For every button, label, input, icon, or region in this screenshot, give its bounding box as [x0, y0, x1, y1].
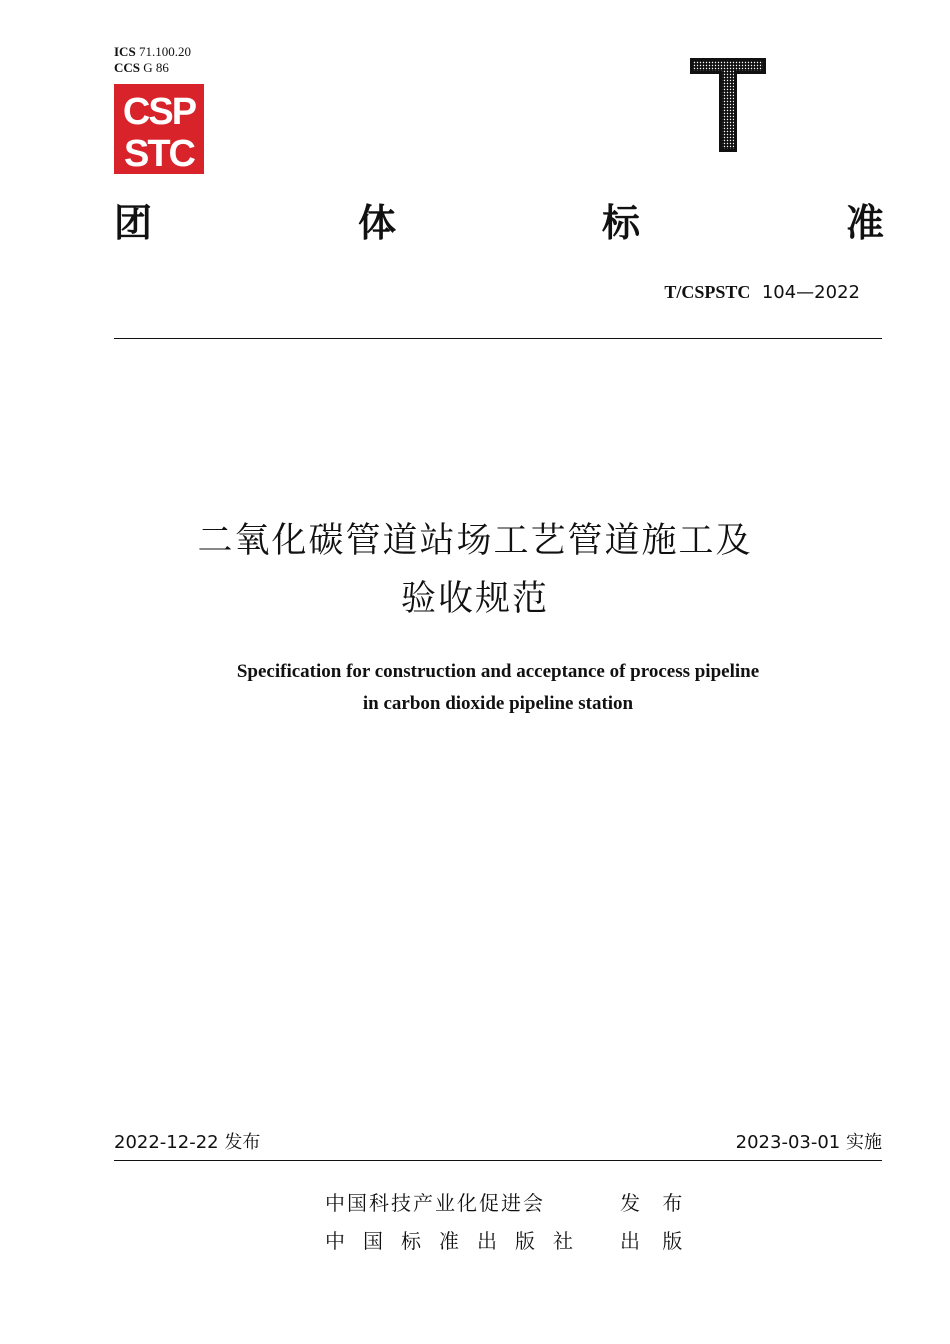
title-en-line2: in carbon dioxide pipeline station — [362, 693, 634, 714]
title-cn-line2: 验收规范 — [400, 579, 549, 619]
bottom-divider — [114, 1160, 882, 1161]
ics-key: ICS — [114, 44, 136, 59]
publisher-org1: 中国科技产业化促进会 — [325, 1191, 545, 1215]
classification-codes — [114, 44, 191, 76]
ics-value: 71.100.20 — [138, 44, 191, 59]
group-standard-t-mark — [690, 58, 766, 152]
standard-number-value: 104—2022 — [761, 282, 860, 303]
ccs-code — [114, 60, 191, 76]
title-english — [0, 656, 950, 720]
standard-type-char: 体 — [357, 200, 396, 245]
top-divider — [114, 338, 882, 339]
standard-number-prefix: T/CSPSTC — [664, 282, 751, 302]
ics-code — [114, 44, 191, 60]
title-en-line1: Specification for construction and acceptance of process pipeline — [236, 661, 760, 682]
standard-number — [664, 282, 860, 303]
ccs-value: G 86 — [143, 60, 169, 75]
svg-text:STC: STC — [124, 133, 194, 174]
standard-type-heading — [114, 194, 884, 244]
ccs-key: CCS — [114, 60, 141, 75]
cspstc-logo — [114, 84, 204, 174]
publisher-org2-action: 出 版 — [620, 1229, 691, 1253]
standard-type-char: 标 — [601, 200, 640, 245]
publisher-organizations — [325, 1184, 591, 1260]
publisher-org1-action: 发 布 — [620, 1191, 691, 1215]
title-cn-line1: 二氧化碳管道站场工艺管道施工及 — [197, 521, 753, 561]
standard-type-char: 团 — [114, 200, 153, 245]
issue-date: 2022-12-22 发布 — [114, 1132, 261, 1153]
title-chinese — [0, 512, 950, 628]
standard-type-char: 准 — [845, 200, 884, 245]
publisher-org2: 中国标准出版社 — [325, 1229, 591, 1253]
publisher-actions — [620, 1184, 690, 1260]
svg-text:CSP: CSP — [122, 91, 196, 133]
implementation-date: 2023-03-01 实施 — [735, 1132, 882, 1153]
